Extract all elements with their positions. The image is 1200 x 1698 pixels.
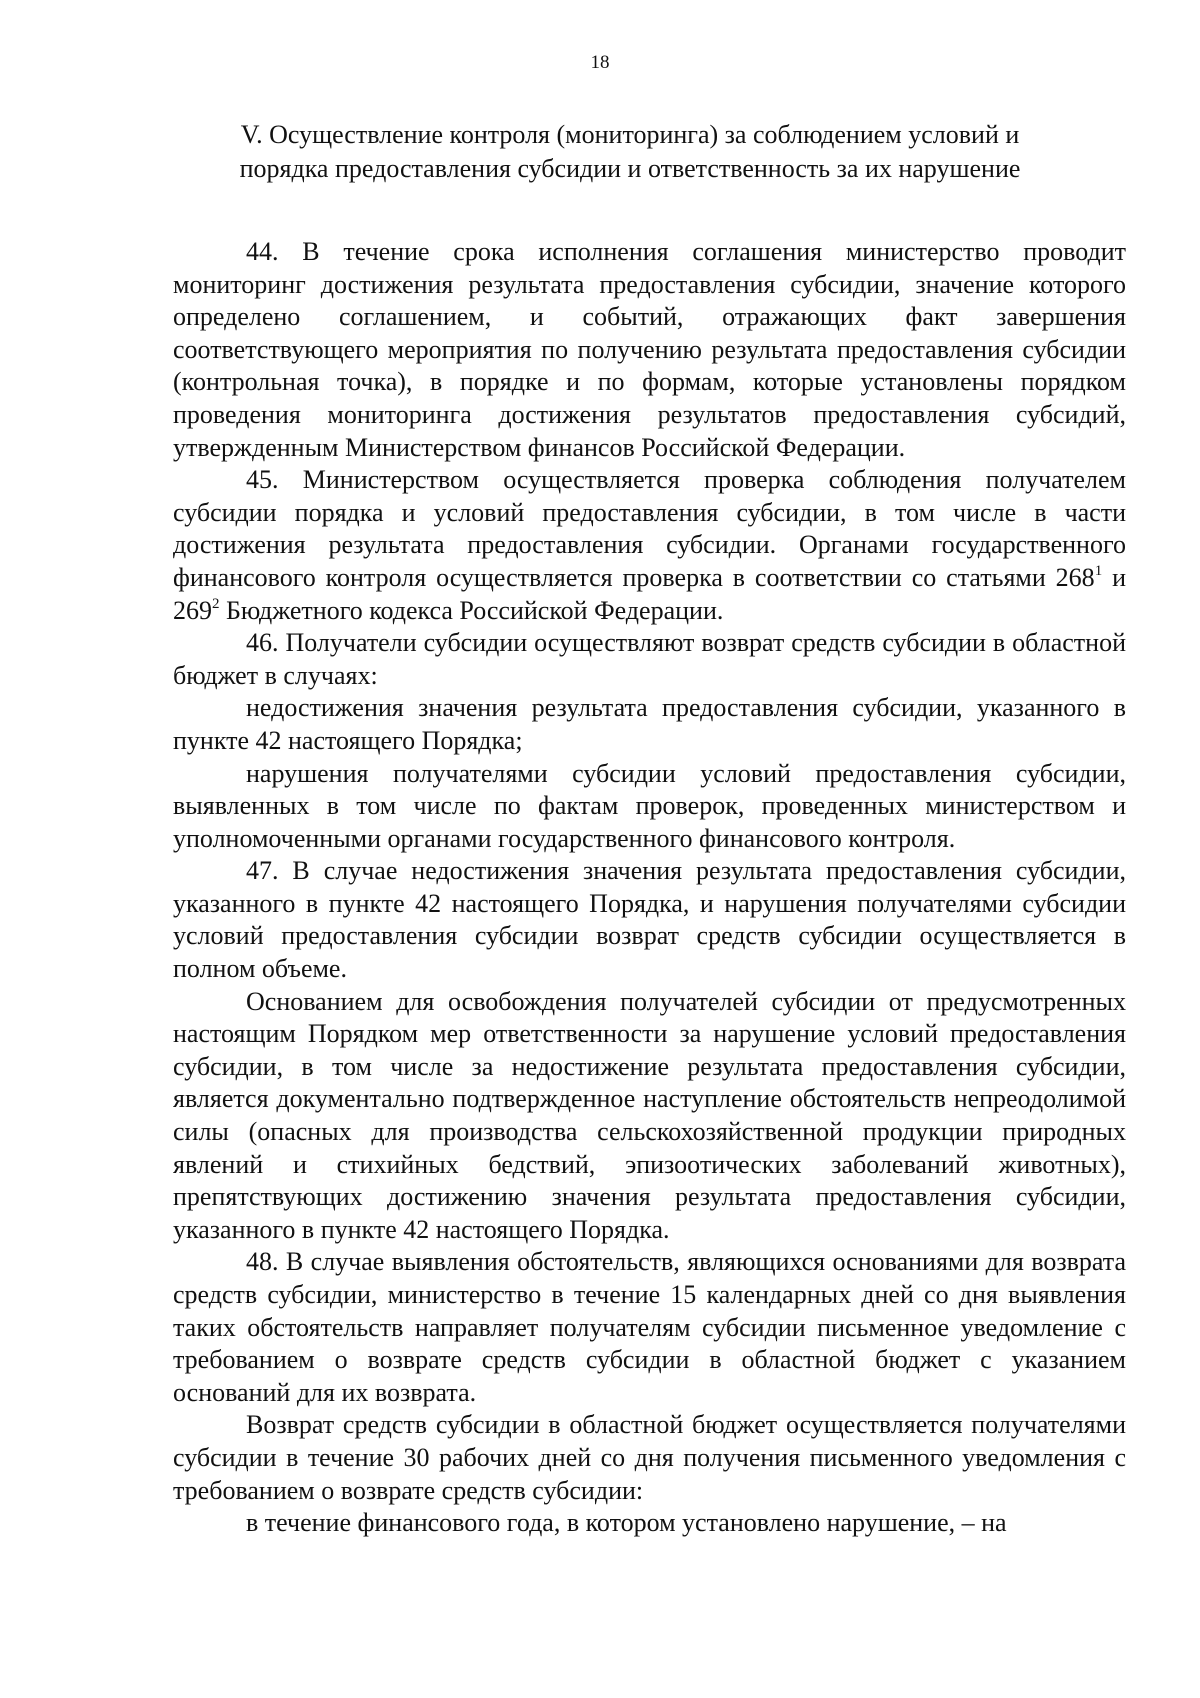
- paragraph-48-continued: в течение финансового года, в котором установлено нарушение, – на: [246, 1508, 1007, 1538]
- paragraph-45-text-b: и 269: [173, 562, 1126, 625]
- paragraph-44: 44. В течение срока исполнения соглашения министерство проводит мониторинг достижения результата предоставления субсидии, значение которого определено соглашением, и событий, отражающих факт завершения соответствующего мероприятия по получению результата предоставления субсидии (контрольная точка), в порядке и по формам, которые установлены порядком проведения мониторинга достижения результатов предоставления субсидий, утвержденным Министерством финансов Российской Федерации.: [173, 237, 1126, 462]
- superscript-1: 1: [1094, 562, 1103, 579]
- paragraph-45: [173, 464, 1126, 627]
- paragraph-48: 48. В случае выявления обстоятельств, являющихся основаниями для возврата средств субсидии, министерство в течение 15 календарных дней со дня выявления таких обстоятельств направляет получателям субсидии письменное уведомление с требованием о возврате средств субсидии в областной бюджет с указанием оснований для их возврата.: [173, 1247, 1126, 1407]
- paragraph-46: 46. Получатели субсидии осуществляют возврат средств субсидии в областной бюджет в случаях:: [173, 628, 1126, 690]
- paragraph-45-text-c: Бюджетного кодекса Российской Федерации.: [219, 595, 724, 625]
- section-title-line-1: V. Осуществление контроля (мониторинга) за соблюдением условий и: [240, 120, 1020, 149]
- page-number: 18: [590, 52, 610, 73]
- paragraph-46-case-2: нарушения получателями субсидии условий предоставления субсидии, выявленных в том числе по фактам проверок, проведенных министерством и уполномоченными органами государственного финансового контроля.: [173, 758, 1126, 853]
- paragraph-47-exemption: Основанием для освобождения получателей субсидии от предусмотренных настоящим Порядком мер ответственности за нарушение условий предоставления субсидии, в том числе за недостижение результата предоставления субсидии, является документально подтвержденное наступление обстоятельств непреодолимой силы (опасных для производства сельскохозяйственной продукции природных явлений и стихийных бедствий, эпизоотических заболеваний животных), препятствующих достижению значения результата предоставления субсидии, указанного в пункте 42 настоящего Порядка.: [173, 986, 1126, 1244]
- superscript-2: 2: [212, 595, 220, 612]
- paragraph-47: 47. В случае недостижения значения результата предоставления субсидии, указанного в пункте 42 настоящего Порядка, и нарушения получателями субсидии условий предоставления субсидии возврат средств субсидии осуществляется в полном объеме.: [173, 856, 1126, 984]
- section-title: [190, 118, 1070, 186]
- document-body: [173, 236, 1126, 1540]
- paragraph-48-return: Возврат средств субсидии в областной бюджет осуществляется получателями субсидии в течение 30 рабочих дней со дня получения письменного уведомления с требованием о возврате средств субсидии:: [173, 1410, 1126, 1505]
- paragraph-45-text-a: 45. Министерством осуществляется проверка соблюдения получателем субсидии порядка и условий предоставления субсидии, в том числе в части достижения результата предоставления субсидии. Органами государственного финансового контроля осуществляется проверка в соответствии со статьями 268: [173, 465, 1126, 592]
- paragraph-46-case-1: недостижения значения результата предоставления субсидии, указанного в пункте 42 настоящего Порядка;: [173, 693, 1126, 755]
- section-title-line-2: порядка предоставления субсидии и ответственность за их нарушение: [239, 154, 1021, 183]
